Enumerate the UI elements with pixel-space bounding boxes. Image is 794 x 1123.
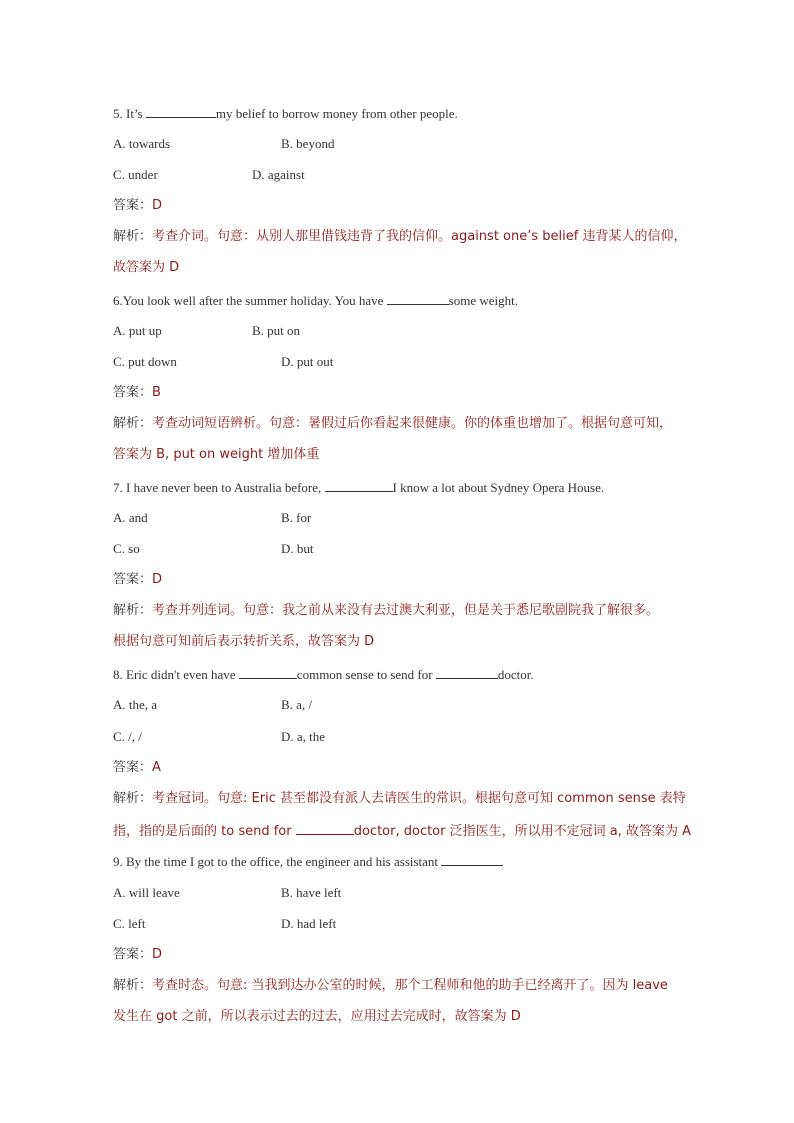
option-c: C. put down: [113, 354, 177, 369]
option-c: C. under: [113, 167, 158, 182]
answer-blank-2: [436, 666, 498, 679]
option-b: B. a, /: [281, 697, 313, 712]
question-6-explanation-cont: 答案为 B, put on weight 增加体重: [113, 447, 320, 462]
option-b: B. for: [281, 510, 312, 525]
answer-blank-1: [239, 666, 297, 679]
question-9-answer: 答案：D: [113, 947, 163, 962]
option-c: C. /, /: [113, 729, 142, 744]
question-6-explanation: 解析：考查动词短语辨析。句意：暑假过后你看起来很健康。你的体重也增加了。根据句意可知，: [113, 416, 673, 431]
option-a: A. will leave: [113, 885, 180, 900]
question-5-answer: 答案：D: [113, 198, 163, 213]
question-8-options-row-2: [113, 729, 326, 745]
question-5-explanation-cont: 故答案为 D: [113, 260, 180, 275]
question-7-options-row-1: [113, 510, 312, 526]
question-7-answer: 答案：D: [113, 572, 163, 587]
answer-blank: [325, 479, 393, 492]
question-5-options-row-2: [113, 167, 305, 183]
question-7-explanation: 解析：考查并列连词。句意：我之前从来没有去过澳大利亚，但是关于悉尼歌剧院我了解很多。: [113, 603, 660, 618]
option-d: D. a, the: [281, 729, 326, 744]
question-8-stem: 8. Eric didn't even have common sense to send for doctor.: [113, 667, 534, 682]
question-7-explanation-cont: 根据句意可知前后表示转折关系，故答案为 D: [113, 634, 375, 649]
answer-blank: [296, 822, 354, 835]
answer-blank: [146, 105, 216, 118]
question-6-answer: 答案：B: [113, 385, 161, 400]
option-d: D. put out: [281, 354, 334, 369]
option-a: A. towards: [113, 136, 171, 151]
option-d: D. but: [281, 541, 314, 556]
option-d: D. had left: [281, 916, 337, 931]
question-6-options-row-2: [113, 354, 334, 370]
option-b: B. beyond: [281, 136, 335, 151]
question-8-answer: 答案：A: [113, 760, 161, 775]
answer-blank: [441, 853, 503, 866]
question-9-explanation-cont: 发生在 got 之前，所以表示过去的过去，应用过去完成时，故答案为 D: [113, 1009, 521, 1024]
option-a: A. and: [113, 510, 148, 525]
question-9-stem: 9. By the time I got to the office, the engineer and his assistant: [113, 853, 503, 870]
question-9-explanation: 解析：考查时态。句意: 当我到达办公室的时候，那个工程师和他的助手已经离开了。因为 leave: [113, 978, 668, 993]
question-5-stem: 5. It’s my belief to borrow money from other people.: [113, 106, 458, 121]
option-b: B. have left: [281, 885, 342, 900]
question-8-options-row-1: [113, 697, 313, 713]
option-c: C. so: [113, 541, 140, 556]
option-d: D. against: [252, 167, 305, 182]
question-6-options-row-1: [113, 323, 301, 339]
question-8-explanation: 解析：考查冠词。句意: Eric 甚至都没有派人去请医生的常识。根据句意可知 common sense 表特: [113, 791, 686, 806]
answer-blank: [387, 292, 449, 305]
question-8-explanation-cont: 指，指的是后面的 to send for doctor, doctor 泛指医生，所以用不定冠词 a, 故答案为 A: [113, 824, 692, 839]
question-9-options-row-2: [113, 916, 337, 932]
question-9-options-row-1: [113, 885, 342, 901]
question-6-stem: 6.You look well after the summer holiday. You have some weight.: [113, 293, 519, 308]
option-b: B. put on: [252, 323, 301, 338]
question-5-options-row-1: [113, 136, 335, 152]
question-5-explanation: 解析：考查介词。句意：从别人那里借钱违背了我的信仰。against one’s belief 违背某人的信仰，: [113, 229, 687, 244]
option-a: A. put up: [113, 323, 162, 338]
option-c: C. left: [113, 916, 146, 931]
question-7-options-row-2: [113, 541, 314, 557]
question-7-stem: 7. I have never been to Australia before, I know a lot about Sydney Opera House.: [113, 480, 605, 495]
option-a: A. the, a: [113, 697, 158, 712]
